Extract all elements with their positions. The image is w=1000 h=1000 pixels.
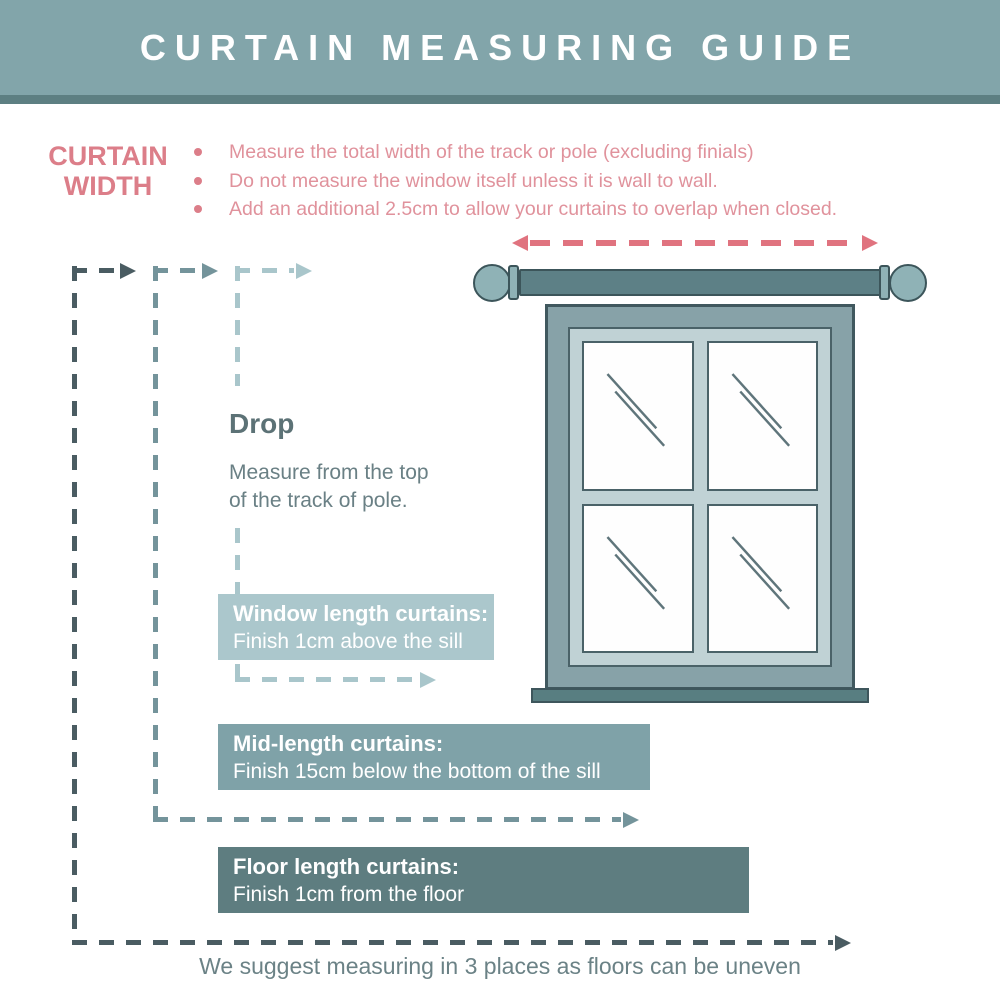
- glass-shine-icon: [584, 343, 692, 489]
- drop-description: [229, 459, 429, 515]
- mid-length-arrow: [153, 812, 639, 828]
- dashed-line: [72, 268, 118, 273]
- arrow-left-icon: [512, 235, 528, 251]
- curtain-width-heading-line2: WIDTH: [63, 171, 153, 201]
- window-inner-frame: [568, 327, 832, 667]
- window-illustration: [545, 304, 855, 690]
- dashed-line: [235, 268, 294, 273]
- mid-length-start-arrow: [153, 263, 218, 279]
- glass-shine-icon: [709, 506, 817, 652]
- window-length-box: [218, 594, 494, 660]
- arrow-right-icon: [296, 263, 312, 279]
- mid-length-guide-line: [153, 266, 158, 819]
- bullet-icon: [194, 177, 202, 185]
- window-pane: [707, 341, 819, 491]
- page-title: CURTAIN MEASURING GUIDE: [139, 26, 861, 68]
- floor-length-box: [218, 847, 749, 913]
- floor-length-arrow: [72, 935, 851, 951]
- mid-length-detail: Finish 15cm below the bottom of the sill: [233, 760, 601, 783]
- arrow-right-icon: [623, 812, 639, 828]
- glass-shine-icon: [709, 343, 817, 489]
- window-pane: [582, 341, 694, 491]
- pole-collar-right: [879, 265, 890, 300]
- tip-text: Do not measure the window itself unless it is wall to wall.: [229, 169, 718, 192]
- glass-shine-icon: [584, 506, 692, 652]
- curtain-width-heading: [38, 141, 178, 201]
- tip-item: [194, 138, 837, 167]
- arrow-right-icon: [202, 263, 218, 279]
- arrow-right-icon: [835, 935, 851, 951]
- bullet-icon: [194, 205, 202, 213]
- bullet-icon: [194, 148, 202, 156]
- pole-collar-left: [508, 265, 519, 300]
- floor-length-guide-line: [72, 266, 77, 942]
- window-sill: [531, 688, 869, 703]
- tip-item: [194, 167, 837, 196]
- window-length-guide-line-upper: [235, 266, 240, 386]
- mid-length-title: Mid-length curtains:: [233, 731, 444, 756]
- floor-length-title: Floor length curtains:: [233, 854, 460, 879]
- dashed-line: [153, 268, 200, 273]
- arrow-right-icon: [862, 235, 878, 251]
- window-length-detail: Finish 1cm above the sill: [233, 630, 463, 653]
- dashed-line: [72, 940, 833, 945]
- window-pane: [707, 504, 819, 654]
- width-measure-arrow: [512, 234, 878, 252]
- tip-text: Add an additional 2.5cm to allow your curtains to overlap when closed.: [229, 198, 838, 220]
- pole-finial-right-icon: [889, 264, 927, 302]
- curtain-width-tips: [194, 138, 837, 224]
- pole-finial-left-icon: [473, 264, 511, 302]
- dashed-line: [530, 240, 860, 246]
- tip-text: Measure the total width of the track or pole (excluding finials): [229, 141, 754, 163]
- mid-length-box: [218, 724, 650, 790]
- drop-description-line1: Measure from the top: [229, 461, 429, 484]
- header-divider: [0, 95, 1000, 104]
- dashed-line: [153, 817, 621, 822]
- floor-length-start-arrow: [72, 263, 136, 279]
- window-length-guide-line-lower: [235, 528, 240, 594]
- arrow-right-icon: [420, 672, 436, 688]
- window-length-title: Window length curtains:: [233, 601, 489, 626]
- drop-description-line2: of the track of pole.: [229, 489, 408, 512]
- arrow-right-icon: [120, 263, 136, 279]
- pole-bar: [519, 269, 881, 296]
- window-pane: [582, 504, 694, 654]
- drop-heading: Drop: [229, 408, 295, 439]
- window-length-start-arrow: [235, 263, 312, 279]
- window-length-arrow: [235, 672, 436, 688]
- footer-note: We suggest measuring in 3 places as floors can be uneven: [199, 953, 801, 979]
- tip-item: [194, 195, 837, 224]
- floor-length-detail: Finish 1cm from the floor: [233, 883, 465, 906]
- dashed-line: [235, 677, 418, 682]
- header-banner: [0, 0, 1000, 95]
- curtain-width-heading-line1: CURTAIN: [48, 141, 168, 171]
